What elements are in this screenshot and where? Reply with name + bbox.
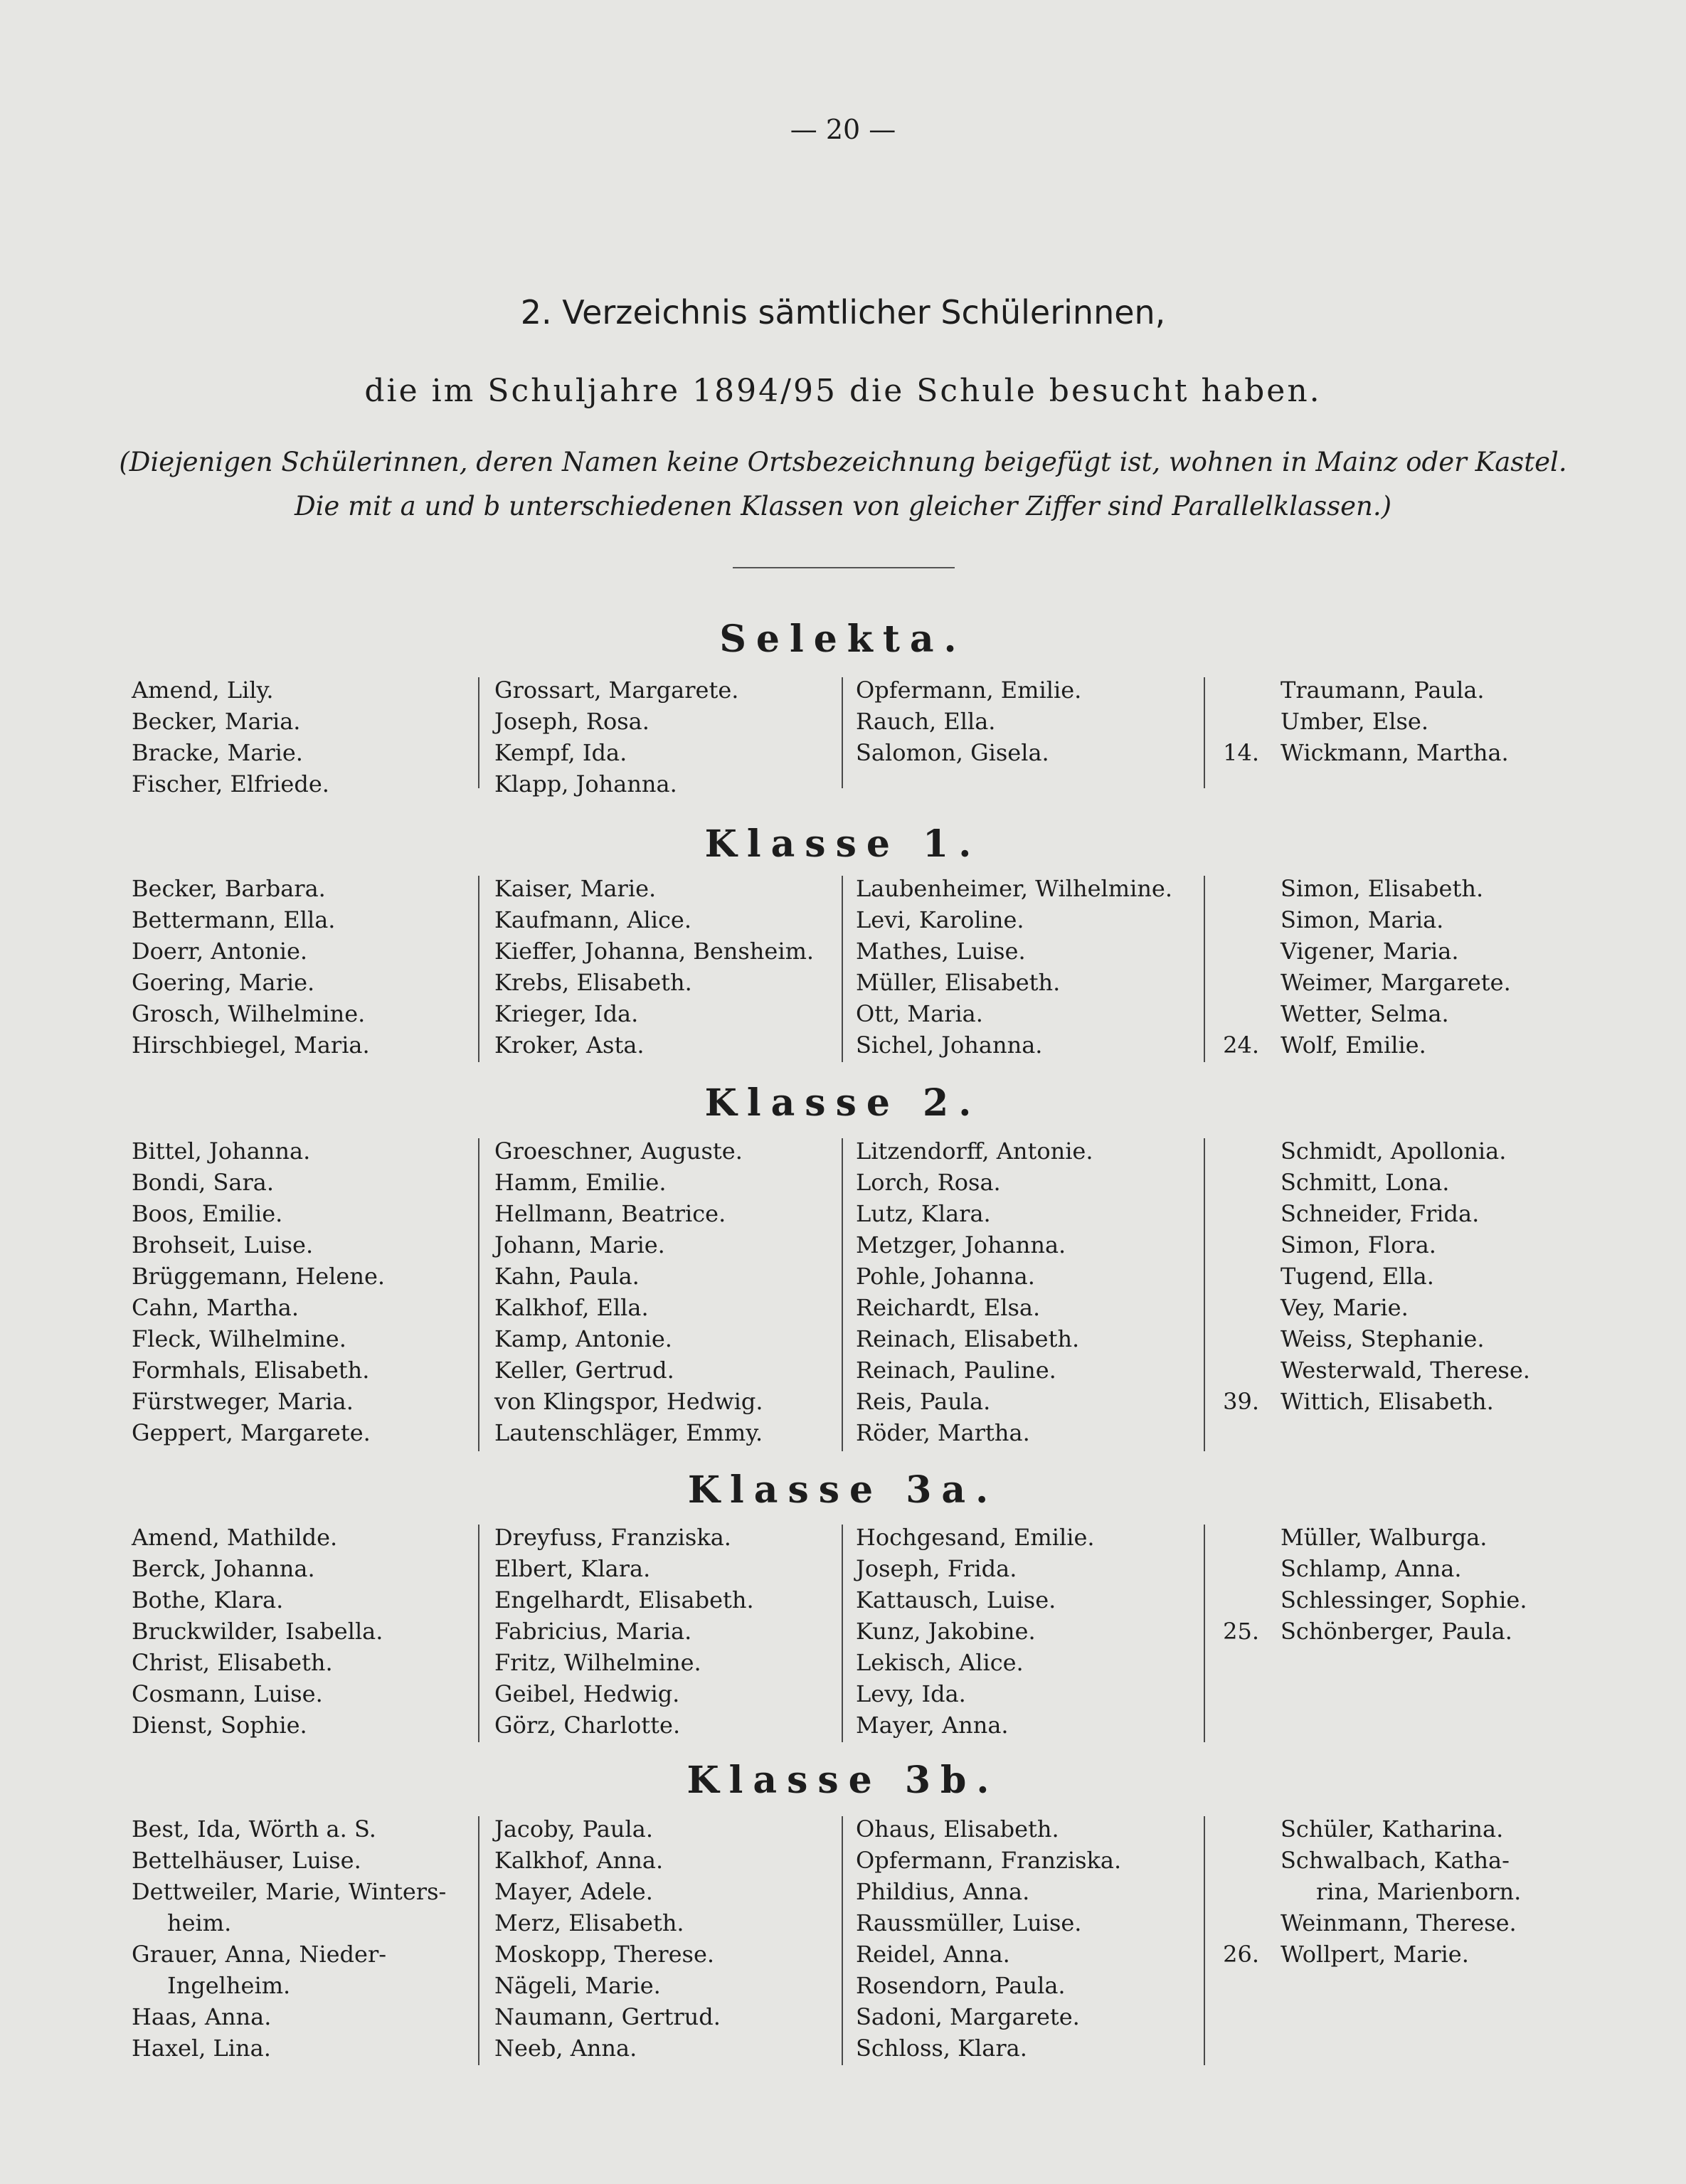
- student-name: Formhals, Elisabeth.: [132, 1357, 370, 1384]
- name-column-4: [1281, 1135, 1530, 1417]
- name-column-1: [132, 1813, 446, 2064]
- student-name: Grossart, Margarete.: [494, 677, 739, 704]
- student-name: von Klingspor, Hedwig.: [494, 1388, 763, 1415]
- student-name: Kaiser, Marie.: [494, 875, 657, 902]
- column-separator: [842, 677, 843, 788]
- student-name: Reis, Paula.: [856, 1388, 991, 1415]
- student-name: Simon, Maria.: [1281, 906, 1444, 933]
- column-separator: [842, 1525, 843, 1742]
- student-name: Merz, Elisabeth.: [494, 1909, 684, 1936]
- student-name: Weinmann, Therese.: [1281, 1909, 1517, 1936]
- section-heading-klasse-3b: Klasse 3b.: [686, 1759, 1000, 1802]
- column-separator: [1204, 677, 1205, 788]
- student-name: Geppert, Margarete.: [132, 1419, 371, 1446]
- student-name: Reidel, Anna.: [856, 1941, 1010, 1968]
- student-name: Kamp, Antonie.: [494, 1325, 672, 1352]
- student-name: Joseph, Rosa.: [494, 708, 650, 735]
- section-heading-selekta: Selekta.: [719, 617, 967, 661]
- student-name: Amend, Lily.: [132, 677, 274, 704]
- student-name: Boos, Emilie.: [132, 1200, 283, 1227]
- student-name: Sadoni, Margarete.: [856, 2003, 1080, 2030]
- student-name: Schlessinger, Sophie.: [1281, 1586, 1527, 1613]
- note-line-2: Die mit a und b unterschiedenen Klassen von gleicher Ziffer sind Parallelklassen.): [294, 491, 1392, 521]
- student-name: Schmidt, Apollonia.: [1281, 1138, 1507, 1165]
- student-name: Kalkhof, Ella.: [494, 1294, 649, 1321]
- column-separator: [842, 1816, 843, 2065]
- student-name: Fabricius, Maria.: [494, 1618, 692, 1645]
- student-name: Amend, Mathilde.: [132, 1524, 338, 1551]
- student-name: Levi, Karoline.: [856, 906, 1024, 933]
- student-name: Vigener, Maria.: [1281, 938, 1459, 965]
- student-name: Schloss, Klara.: [856, 2035, 1027, 2062]
- student-name: Simon, Elisabeth.: [1281, 875, 1484, 902]
- student-name: Traumann, Paula.: [1281, 677, 1485, 704]
- student-name: Geibel, Hedwig.: [494, 1680, 680, 1707]
- student-name: Reinach, Elisabeth.: [856, 1325, 1080, 1352]
- student-name: Fleck, Wilhelmine.: [132, 1325, 346, 1352]
- column-separator: [842, 876, 843, 1062]
- student-name: Wetter, Selma.: [1281, 1000, 1449, 1027]
- student-name: Metzger, Johanna.: [856, 1231, 1066, 1258]
- student-name: Weiss, Stephanie.: [1281, 1325, 1485, 1352]
- student-name: Westerwald, Therese.: [1281, 1357, 1530, 1384]
- name-column-4: [1281, 873, 1511, 1061]
- student-name: Weimer, Margarete.: [1281, 969, 1511, 996]
- student-name: Haas, Anna.: [132, 2003, 272, 2030]
- student-name: Naumann, Gertrud.: [494, 2003, 721, 2030]
- student-name: Kroker, Asta.: [494, 1032, 645, 1059]
- column-separator: [478, 1138, 479, 1451]
- student-name: Reichardt, Elsa.: [856, 1294, 1041, 1321]
- student-name: Neeb, Anna.: [494, 2035, 637, 2062]
- student-name: Dettweiler, Marie, Winters-: [132, 1878, 447, 1905]
- student-name: Jacoby, Paula.: [494, 1815, 654, 1843]
- student-name: Schmitt, Lona.: [1281, 1169, 1450, 1196]
- student-name: Pohle, Johanna.: [856, 1263, 1035, 1290]
- student-name: Kieffer, Johanna, Bensheim.: [494, 938, 815, 965]
- name-column-3: [856, 1813, 1121, 2064]
- student-name: Fischer, Elfriede.: [132, 770, 329, 797]
- section-heading-klasse-1: Klasse 1.: [704, 822, 982, 866]
- student-name: Wickmann, Martha.: [1281, 739, 1509, 766]
- student-name: Mayer, Anna.: [856, 1712, 1009, 1739]
- student-name: Groeschner, Auguste.: [494, 1138, 743, 1165]
- student-name: Kahn, Paula.: [494, 1263, 640, 1290]
- student-name: Becker, Barbara.: [132, 875, 326, 902]
- name-column-3: [856, 1135, 1093, 1448]
- student-name: Simon, Flora.: [1281, 1231, 1436, 1258]
- column-separator: [478, 1525, 479, 1742]
- student-name: Bondi, Sara.: [132, 1169, 274, 1196]
- student-name: Hirschbiegel, Maria.: [132, 1032, 370, 1059]
- student-name: Wittich, Elisabeth.: [1281, 1388, 1494, 1415]
- student-name-continuation: rina, Marienborn.: [1316, 1878, 1522, 1905]
- column-separator: [1204, 876, 1205, 1062]
- student-name: Rosendorn, Paula.: [856, 1972, 1066, 1999]
- student-name: Dienst, Sophie.: [132, 1712, 307, 1739]
- student-name: Klapp, Johanna.: [494, 770, 677, 797]
- student-name: Bettelhäuser, Luise.: [132, 1847, 361, 1874]
- student-name: Hamm, Emilie.: [494, 1169, 667, 1196]
- student-name: Kunz, Jakobine.: [856, 1618, 1036, 1645]
- student-name: Bracke, Marie.: [132, 739, 303, 766]
- name-column-1: [132, 674, 329, 800]
- student-name: Lekisch, Alice.: [856, 1649, 1024, 1676]
- class-total: 14.: [1223, 739, 1259, 766]
- student-name: Sichel, Johanna.: [856, 1032, 1043, 1059]
- column-separator: [478, 1816, 479, 2065]
- name-column-3: [856, 1522, 1095, 1741]
- student-name: Raussmüller, Luise.: [856, 1909, 1082, 1936]
- student-name: Cahn, Martha.: [132, 1294, 299, 1321]
- student-name-continuation: heim.: [167, 1909, 232, 1936]
- student-name: Goering, Marie.: [132, 969, 315, 996]
- student-name: Görz, Charlotte.: [494, 1712, 681, 1739]
- student-name: Dreyfuss, Franziska.: [494, 1524, 731, 1551]
- student-name-continuation: Ingelheim.: [167, 1972, 291, 1999]
- student-name: Müller, Elisabeth.: [856, 969, 1061, 996]
- student-name: Opfermann, Franziska.: [856, 1847, 1122, 1874]
- student-name: Müller, Walburga.: [1281, 1524, 1488, 1551]
- page-subtitle: die im Schuljahre 1894/95 die Schule besucht haben.: [364, 373, 1322, 409]
- column-separator: [1204, 1525, 1205, 1742]
- student-name: Bruckwilder, Isabella.: [132, 1618, 383, 1645]
- student-name: Brüggemann, Helene.: [132, 1263, 386, 1290]
- student-name: Brohseit, Luise.: [132, 1231, 314, 1258]
- student-name: Schönberger, Paula.: [1281, 1618, 1512, 1645]
- student-name: Hochgesand, Emilie.: [856, 1524, 1095, 1551]
- student-name: Kempf, Ida.: [494, 739, 627, 766]
- student-name: Grosch, Wilhelmine.: [132, 1000, 366, 1027]
- student-name: Krebs, Elisabeth.: [494, 969, 692, 996]
- student-name: Berck, Johanna.: [132, 1555, 315, 1582]
- student-name: Engelhardt, Elisabeth.: [494, 1586, 754, 1613]
- column-separator: [1204, 1138, 1205, 1451]
- student-name: Lautenschläger, Emmy.: [494, 1419, 763, 1446]
- name-column-2: [494, 1135, 763, 1448]
- student-name: Mathes, Luise.: [856, 938, 1026, 965]
- student-name: Wollpert, Marie.: [1281, 1941, 1469, 1968]
- student-name: Bothe, Klara.: [132, 1586, 284, 1613]
- student-name: Wolf, Emilie.: [1281, 1032, 1426, 1059]
- student-name: Nägeli, Marie.: [494, 1972, 661, 1999]
- student-name: Röder, Martha.: [856, 1419, 1030, 1446]
- student-name: Keller, Gertrud.: [494, 1357, 674, 1384]
- student-name: Salomon, Gisela.: [856, 739, 1049, 766]
- student-name: Best, Ida, Wörth a. S.: [132, 1815, 376, 1843]
- class-total: 26.: [1223, 1941, 1259, 1968]
- student-name: Ohaus, Elisabeth.: [856, 1815, 1059, 1843]
- student-name: Kattausch, Luise.: [856, 1586, 1056, 1613]
- student-name: Schüler, Katharina.: [1281, 1815, 1504, 1843]
- student-name: Joseph, Frida.: [856, 1555, 1017, 1582]
- student-name: Tugend, Ella.: [1281, 1263, 1434, 1290]
- student-name: Ott, Maria.: [856, 1000, 983, 1027]
- student-name: Mayer, Adele.: [494, 1878, 653, 1905]
- student-name: Schlamp, Anna.: [1281, 1555, 1462, 1582]
- student-name: Lorch, Rosa.: [856, 1169, 1001, 1196]
- student-name: Krieger, Ida.: [494, 1000, 639, 1027]
- student-name: Hellmann, Beatrice.: [494, 1200, 726, 1227]
- section-heading-klasse-2: Klasse 2.: [704, 1081, 982, 1125]
- name-column-4: [1281, 674, 1509, 768]
- name-column-1: [132, 1135, 385, 1448]
- student-name: Vey, Marie.: [1281, 1294, 1409, 1321]
- page-number: — 20 —: [790, 114, 896, 145]
- student-name: Fürstweger, Maria.: [132, 1388, 354, 1415]
- class-total: 25.: [1223, 1618, 1259, 1645]
- student-name: Laubenheimer, Wilhelmine.: [856, 875, 1173, 902]
- name-column-2: [494, 674, 738, 800]
- student-name: Rauch, Ella.: [856, 708, 996, 735]
- class-total: 39.: [1223, 1388, 1259, 1415]
- student-name: Kaufmann, Alice.: [494, 906, 692, 933]
- name-column-4: [1281, 1813, 1521, 1970]
- column-separator: [1204, 1816, 1205, 2065]
- column-separator: [478, 876, 479, 1062]
- name-column-4: [1281, 1522, 1527, 1647]
- student-name: Reinach, Pauline.: [856, 1357, 1056, 1384]
- student-name: Bittel, Johanna.: [132, 1138, 311, 1165]
- name-column-1: [132, 1522, 383, 1741]
- student-name: Johann, Marie.: [494, 1231, 665, 1258]
- student-name: Bettermann, Ella.: [132, 906, 336, 933]
- student-name: Christ, Elisabeth.: [132, 1649, 333, 1676]
- name-column-3: [856, 873, 1172, 1061]
- name-column-2: [494, 873, 814, 1061]
- student-name: Kalkhof, Anna.: [494, 1847, 664, 1874]
- student-name: Elbert, Klara.: [494, 1555, 651, 1582]
- student-name: Umber, Else.: [1281, 708, 1428, 735]
- section-heading-klasse-3a: Klasse 3a.: [687, 1468, 999, 1512]
- student-name: Opfermann, Emilie.: [856, 677, 1082, 704]
- column-separator: [842, 1138, 843, 1451]
- class-total: 24.: [1223, 1032, 1259, 1059]
- student-name: Schneider, Frida.: [1281, 1200, 1480, 1227]
- name-column-1: [132, 873, 370, 1061]
- student-name: Cosmann, Luise.: [132, 1680, 323, 1707]
- student-name: Phildius, Anna.: [856, 1878, 1030, 1905]
- student-name: Lutz, Klara.: [856, 1200, 991, 1227]
- name-column-2: [494, 1813, 721, 2064]
- student-name: Moskopp, Therese.: [494, 1941, 715, 1968]
- note-line-1: (Diejenigen Schülerinnen, deren Namen keine Ortsbezeichnung beigefügt ist, wohnen in Mainz oder Kastel.: [119, 447, 1567, 477]
- name-column-2: [494, 1522, 754, 1741]
- column-separator: [478, 677, 479, 788]
- name-column-3: [856, 674, 1081, 768]
- student-name: Levy, Ida.: [856, 1680, 966, 1707]
- student-name: Haxel, Lina.: [132, 2035, 271, 2062]
- student-name: Litzendorff, Antonie.: [856, 1138, 1093, 1165]
- student-name: Schwalbach, Katha-: [1281, 1847, 1510, 1874]
- page-title: 2. Verzeichnis sämtlicher Schülerinnen,: [520, 293, 1166, 332]
- student-name: Becker, Maria.: [132, 708, 301, 735]
- student-name: Doerr, Antonie.: [132, 938, 308, 965]
- student-name: Fritz, Wilhelmine.: [494, 1649, 701, 1676]
- student-name: Grauer, Anna, Nieder-: [132, 1941, 387, 1968]
- divider-rule: [733, 567, 955, 568]
